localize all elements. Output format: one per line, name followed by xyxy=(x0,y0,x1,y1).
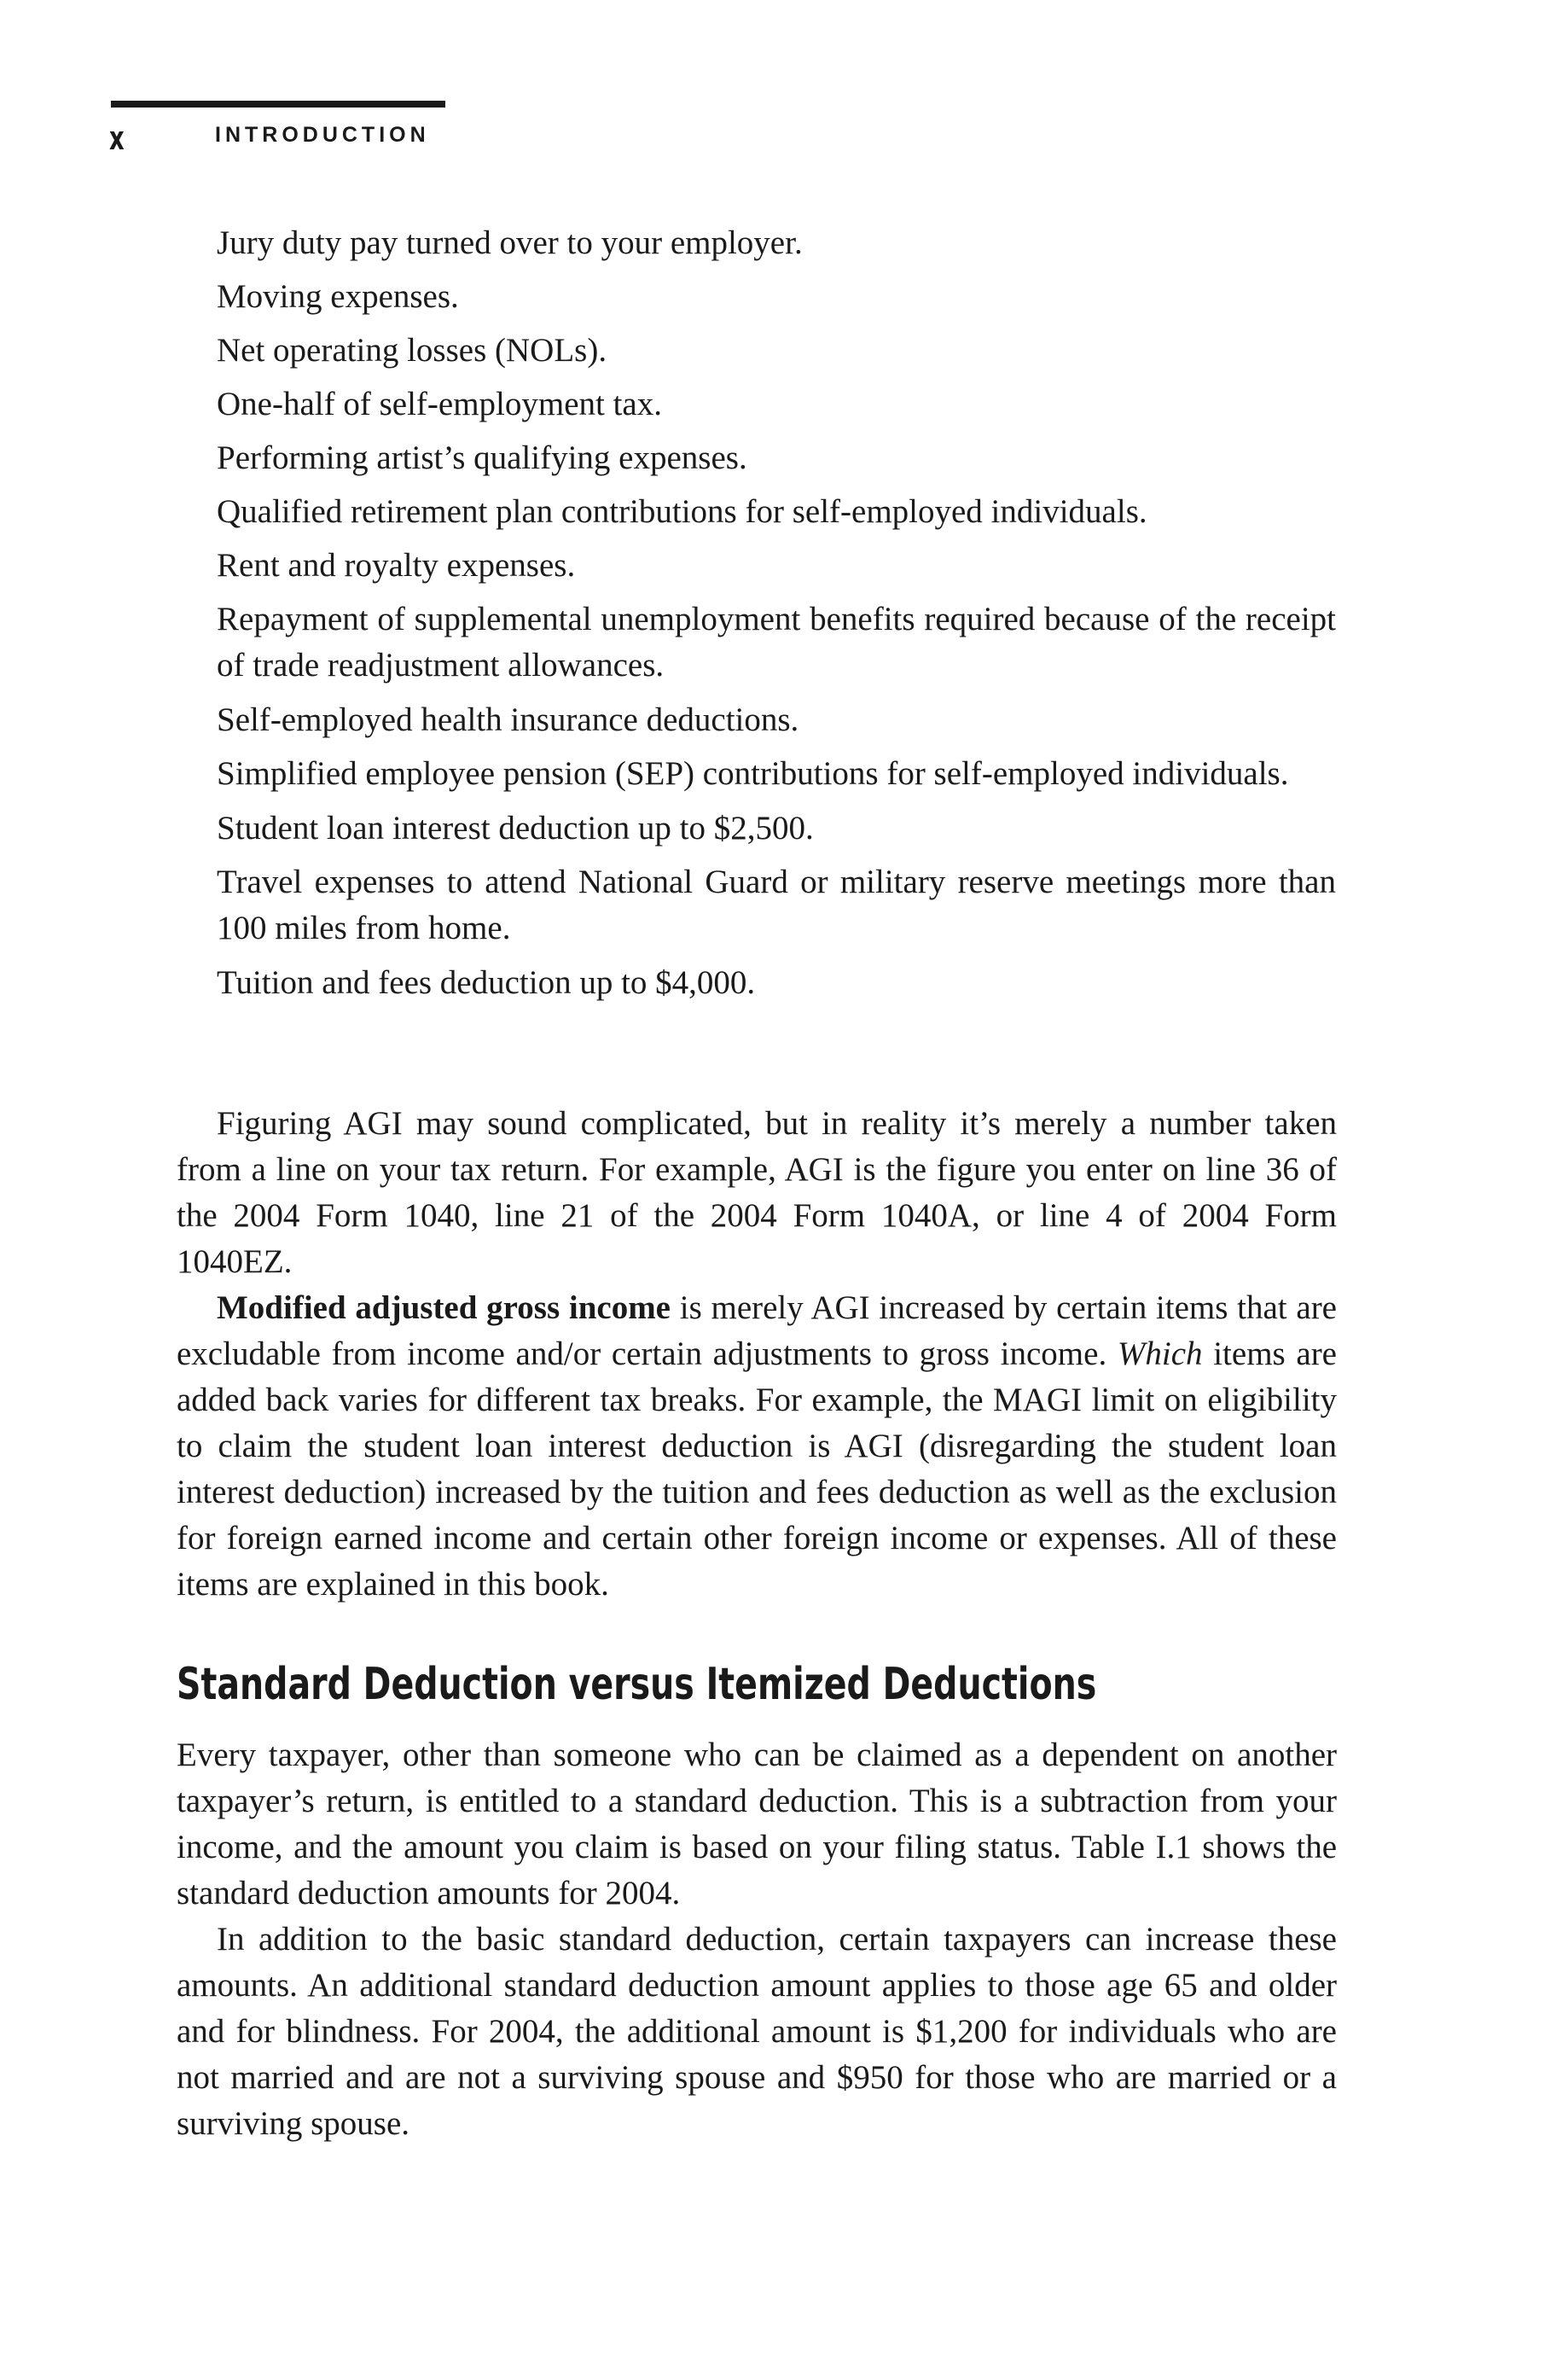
magi-paragraph xyxy=(177,1285,1337,1608)
list-item: Student loan interest deduction up to $2,500. xyxy=(217,810,814,847)
list-item: Jury duty pay turned over to your employer. xyxy=(217,224,803,261)
standard-paragraph-2: In addition to the basic standard deduction, certain taxpayers can increase these amounts. An additional standard deduction amount applies to those age 65 and older and for blindness. For 2004, the additional amount is $1,200 for individuals who are not married and are not a surviving spouse and $950 for those who are married or a surviving spouse. xyxy=(177,1921,1337,2142)
agi-paragraph: Figuring AGI may sound complicated, but in reality it’s merely a number taken from a line on your tax return. For example, AGI is the figure you enter on line 36 of the 2004 Form 1040, line 21 of the 2004 Form 1040A, or line 4 of 2004 Form 1040EZ. xyxy=(177,1105,1337,1280)
list-item: Simplified employee pension (SEP) contributions for self-employed individuals. xyxy=(217,755,1289,792)
list-item: Net operating losses (NOLs). xyxy=(217,332,607,369)
list-item: Rent and royalty expenses. xyxy=(217,547,576,584)
list-item: Tuition and fees deduction up to $4,000. xyxy=(217,964,756,1001)
magi-text-2: items are added back varies for different tax breaks. For example, the MAGI limit on eligibility to claim the student loan interest deduction is AGI (disregarding the student loan interest deduction) increased by the tuition and fees deduction as well as the exclusion for foreign earned income and certain other foreign income or expenses. All of these items are explained in this book. xyxy=(177,1335,1337,1603)
list-item: Self-employed health insurance deductions. xyxy=(217,701,799,738)
section-heading: Standard Deduction versus Itemized Deductions xyxy=(177,1659,1097,1710)
list-item: One-half of self-employment tax. xyxy=(217,386,662,422)
standard-paragraph-1: Every taxpayer, other than someone who can be claimed as a dependent on another taxpayer’s return, is entitled to a standard deduction. This is a subtraction from your income, and the amount you claim is based on your filing status. Table I.1 shows the standard deduction amounts for 2004. xyxy=(177,1737,1337,1911)
running-head: INTRODUCTION xyxy=(215,123,430,147)
list-item: Performing artist’s qualifying expenses. xyxy=(217,439,747,476)
deductions-list xyxy=(217,220,1336,1014)
header-rule xyxy=(111,101,445,108)
magi-term: Modified adjusted gross income xyxy=(217,1289,671,1326)
magi-text-1: is merely AGI increased by certain items that are excludable from income and/or certain adjustments to gross income. xyxy=(177,1289,1337,1372)
magi-emphasis: Which xyxy=(1117,1335,1203,1372)
standard-deduction-section xyxy=(177,1732,1337,2147)
page-folio: x xyxy=(109,119,124,157)
list-item: Qualified retirement plan contributions for self-employed individuals. xyxy=(217,493,1147,530)
list-item: Repayment of supplemental unemployment benefits required because of the receipt of trade readjustment allowances. xyxy=(217,601,1336,684)
list-item: Moving expenses. xyxy=(217,278,459,315)
agi-section xyxy=(177,1101,1337,1608)
list-item: Travel expenses to attend National Guard or military reserve meetings more than 100 miles from home. xyxy=(217,864,1336,946)
